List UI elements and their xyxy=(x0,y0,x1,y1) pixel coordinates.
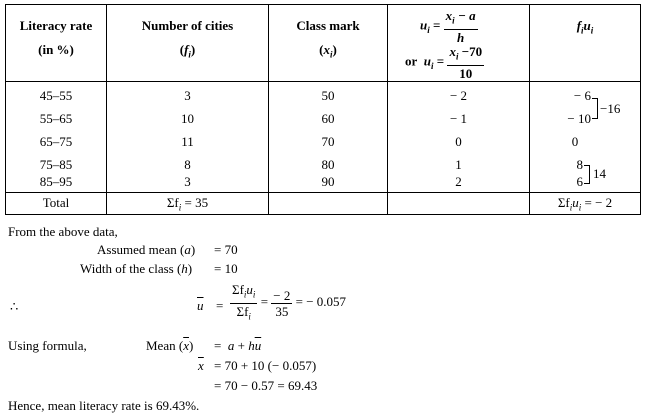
cell-x: 70 xyxy=(321,134,335,149)
total-f: $\Sigma f_i = 35$ xyxy=(166,195,209,213)
bracket-sum-negative-value: −16 xyxy=(600,101,621,116)
total-fu: $\Sigma f_iu_i$ = − 2 xyxy=(557,195,613,213)
bracket-sum-positive-value: 14 xyxy=(593,166,606,181)
mean-formula: = $a + h\overline{u}$ xyxy=(214,338,262,353)
x-bar: $\overline{x}$ xyxy=(198,358,204,373)
ubar-fraction: $\frac{\Sigma f_iu_i}{\Sigma f_i}$ = $\frac{- 2}{35}$ = − 0.057 xyxy=(232,282,347,322)
cell-fu: 6 xyxy=(576,174,583,189)
cell-f: 11 xyxy=(181,134,194,149)
mean-step-1: = 70 + 10 (− 0.057) xyxy=(214,358,317,373)
total-label: Total xyxy=(42,195,70,210)
header-fi: $(f_i)$ xyxy=(179,42,196,60)
cell-u: 0 xyxy=(455,134,462,149)
cell-fu: − 6 xyxy=(573,88,591,103)
cell-x: 80 xyxy=(321,157,335,172)
cell-rate: 75–85 xyxy=(39,157,73,172)
intro-text: From the above data, xyxy=(8,224,118,239)
assumed-mean-value: = 70 xyxy=(214,242,238,257)
cell-f: 8 xyxy=(184,157,191,172)
cell-rate: 55–65 xyxy=(39,111,73,126)
header-xi: $(x_i)$ xyxy=(319,42,337,60)
cell-u: 1 xyxy=(455,157,462,172)
cell-f: 3 xyxy=(184,88,191,103)
assumed-mean-label: Assumed mean (a) xyxy=(97,242,196,257)
mean-label: Mean $(\overline{x})$ xyxy=(146,338,194,353)
cell-x: 60 xyxy=(321,111,335,126)
cell-u: 2 xyxy=(455,174,462,189)
cell-f: 3 xyxy=(184,174,191,189)
header-literacy-unit: (in %) xyxy=(38,42,74,57)
cell-x: 50 xyxy=(321,88,335,103)
class-width-value: = 10 xyxy=(214,261,238,276)
header-ui-formula-alt: or $u_i$ = $\frac{x_i -70}{10}$ xyxy=(405,44,483,81)
class-width-label: Width of the class (h) xyxy=(80,261,193,276)
cell-fu: − 10 xyxy=(567,111,591,126)
cell-f: 10 xyxy=(181,111,194,126)
cell-x: 90 xyxy=(321,174,335,189)
therefore-symbol: ∴ xyxy=(10,299,19,314)
header-class-mark: Class mark xyxy=(296,18,360,33)
cell-rate: 65–75 xyxy=(39,134,73,149)
cell-rate: 45–55 xyxy=(39,88,73,103)
cell-fu: 0 xyxy=(571,134,579,149)
mean-step-2: = 70 − 0.57 = 69.43 xyxy=(214,378,318,393)
conclusion-text: Hence, mean literacy rate is 69.43%. xyxy=(8,398,200,413)
using-formula-label: Using formula, xyxy=(8,338,87,353)
cell-u: − 1 xyxy=(449,111,468,126)
header-ui-formula: $u_i$ = $\frac{x_i - a}{h}$ xyxy=(420,8,476,45)
header-number-of-cities: Number of cities xyxy=(141,18,234,33)
cell-rate: 85–95 xyxy=(39,174,73,189)
equals-sign: = xyxy=(216,298,224,313)
cell-u: − 2 xyxy=(449,88,468,103)
cell-fu: 8 xyxy=(576,157,583,172)
u-bar: $\overline{u}$ xyxy=(197,298,204,313)
header-literacy-rate: Literacy rate xyxy=(19,18,93,33)
header-fiui: $f_iu_i$ xyxy=(576,18,594,36)
